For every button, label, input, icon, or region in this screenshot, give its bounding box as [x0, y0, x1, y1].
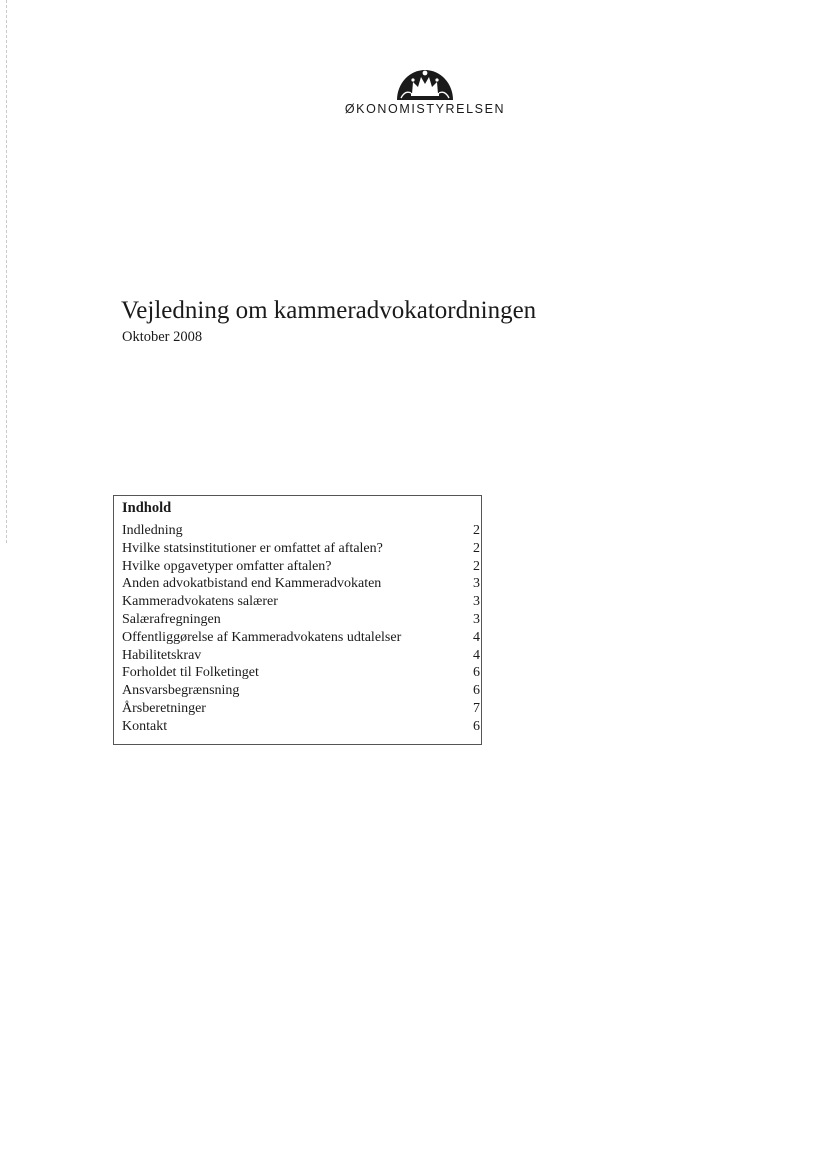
toc-entry [122, 647, 480, 665]
toc-entry-label: Anden advokatbistand end Kammeradvokaten [122, 576, 382, 592]
toc-entry-label: Hvilke statsinstitutioner er omfattet af aftalen? [122, 540, 383, 556]
logo [335, 60, 515, 116]
toc-entry [122, 611, 480, 629]
document-date: Oktober 2008 [122, 329, 203, 345]
toc-entry [122, 558, 480, 576]
toc-entry-page: 3 [473, 611, 480, 627]
table-of-contents [113, 495, 482, 745]
toc-entry-label: Forholdet til Folketinget [122, 665, 259, 681]
toc-heading: Indhold [122, 500, 172, 516]
toc-entry [122, 575, 480, 593]
toc-entry-page: 2 [473, 558, 480, 574]
toc-entry-label: Kontakt [122, 718, 168, 734]
toc-entry-page: 7 [473, 700, 480, 716]
toc-entry-page: 2 [473, 523, 480, 538]
scan-edge-line [6, 0, 7, 545]
toc-entry-page: 3 [473, 576, 480, 592]
toc-entry-label: Hvilke opgavetyper omfatter aftalen? [122, 558, 332, 574]
toc-entry [122, 540, 480, 558]
toc-entry-label: Habilitetskrav [122, 647, 202, 663]
toc-entry [122, 629, 480, 647]
toc-entry-page: 3 [473, 594, 480, 610]
toc-entry [122, 664, 480, 682]
toc-list [122, 522, 480, 736]
toc-entry-label: Offentliggørelse af Kammeradvokatens udtalelser [122, 629, 402, 645]
toc-entry-page: 6 [473, 718, 480, 734]
toc-entry-label: Salærafregningen [122, 611, 221, 627]
toc-entry-page: 6 [473, 665, 480, 681]
toc-entry [122, 700, 480, 718]
toc-entry-page: 4 [473, 647, 480, 663]
crown-emblem-icon [393, 60, 457, 100]
toc-entry-page: 4 [473, 629, 480, 645]
toc-entry [122, 593, 480, 611]
toc-entry-label: Kammeradvokatens salærer [122, 594, 278, 610]
toc-entry-label: Ansvarsbegrænsning [122, 683, 240, 699]
toc-entry [122, 718, 480, 736]
toc-entry-label: Årsberetninger [122, 700, 206, 716]
toc-entry [122, 522, 480, 540]
toc-entry-label: Indledning [122, 523, 183, 538]
toc-entry-page: 6 [473, 683, 480, 699]
logo-text: ØKONOMISTYRELSEN [344, 102, 506, 116]
document-title: Vejledning om kammeradvokatordningen [121, 297, 537, 324]
toc-entry-page: 2 [473, 540, 480, 556]
toc-entry [122, 682, 480, 700]
